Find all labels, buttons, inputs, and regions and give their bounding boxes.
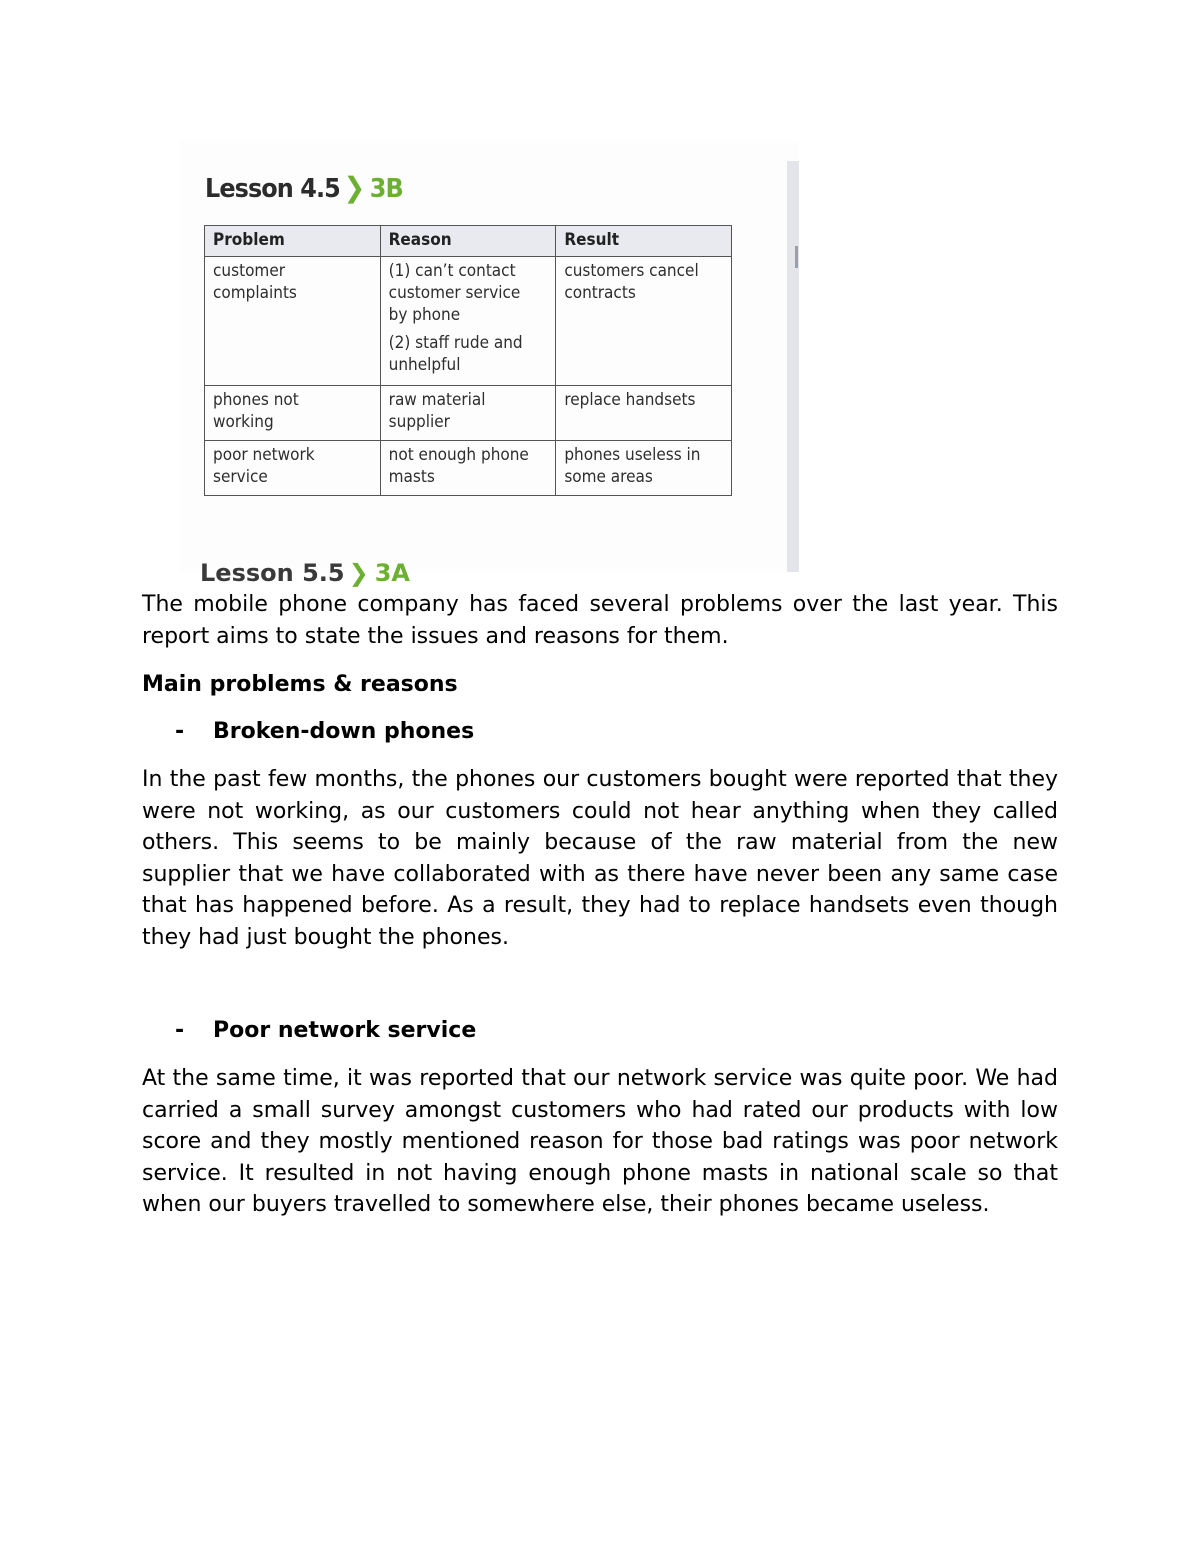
cell-line: (2) staff rude and (388, 333, 523, 353)
table-row (205, 386, 732, 441)
column-header-reason: Reason (380, 226, 556, 257)
scan-page-edge (787, 161, 799, 572)
reason-cell (380, 257, 556, 386)
lesson-scan-image (180, 141, 799, 587)
cell-line: some areas (564, 467, 653, 487)
reason-cell (380, 386, 556, 441)
cell-line: phones useless in (564, 445, 701, 465)
next-lesson-heading-cropped (200, 559, 410, 587)
table-header-row (205, 226, 732, 257)
cell-line: masts (388, 467, 435, 487)
bullet-title: Broken-down phones (213, 719, 475, 744)
cell-line: working (213, 412, 274, 432)
result-cell (556, 441, 732, 496)
cell-line: supplier (388, 412, 450, 432)
column-header-result: Result (556, 226, 732, 257)
column-header-problem: Problem (205, 226, 381, 257)
cell-line: not enough phone (388, 445, 529, 465)
intro-paragraph: The mobile phone company has faced several problems over the last year. This report aims to state the issues and reasons for them. (142, 592, 1058, 649)
cell-line: customer service (388, 283, 521, 303)
problem-cell (205, 441, 381, 496)
bullet-dash: - (175, 719, 185, 744)
cell-line: by phone (388, 305, 461, 325)
problem-cell (205, 257, 381, 386)
result-cell (556, 386, 732, 441)
cell-line: replace handsets (564, 390, 696, 410)
problem-cell (205, 386, 381, 441)
scan-edge-mark (795, 246, 798, 268)
table-row (205, 257, 732, 386)
next-lesson-ref: 3A (374, 559, 410, 587)
network-service-paragraph: At the same time, it was reported that our network service was quite poor. We had carried a small survey amongst customers who had rated our products with low score and they mostly mentioned reason for those bad ratings was poor network service. It resulted in not having enough phone masts in national scale so that when our buyers travelled to somewhere else, their phones became useless. (142, 1066, 1058, 1217)
cell-line: poor network (213, 445, 315, 465)
bullet-title: Poor network service (213, 1018, 477, 1043)
broken-phones-paragraph: In the past few months, the phones our customers bought were reported that they were not working, as our customers could not hear anything when they called others. This seems to be mainly because of the raw material from the new supplier that we have collaborated with as there have never been any same case that has happened before. As a result, they had to replace handsets even though they had just bought the phones. (142, 767, 1058, 950)
lesson-number: Lesson 4.5 (205, 174, 340, 204)
cell-line: customer (213, 261, 286, 281)
reason-cell (380, 441, 556, 496)
next-lesson-number: Lesson 5.5 (200, 559, 345, 587)
result-cell (556, 257, 732, 386)
chevron-right-icon: ❯ (348, 559, 369, 587)
problem-reason-result-table (204, 225, 732, 496)
cell-line: raw material (388, 390, 486, 410)
cell-line: service (213, 467, 268, 487)
cell-line: phones not (213, 390, 299, 410)
lesson-heading (205, 171, 403, 204)
bullet-heading-broken-phones (175, 716, 474, 747)
cell-line: unhelpful (388, 355, 461, 375)
lesson-exercise-ref: 3B (369, 174, 403, 204)
table-row (205, 441, 732, 496)
section-heading: Main problems & reasons (142, 672, 458, 697)
cell-line: complaints (213, 283, 297, 303)
cell-line: contracts (564, 283, 636, 303)
cell-line: (1) can’t contact (388, 261, 516, 281)
cell-line: customers cancel (564, 261, 699, 281)
bullet-heading-network-service (175, 1015, 476, 1046)
bullet-dash: - (175, 1018, 185, 1043)
chevron-right-icon: ❯ (343, 171, 365, 204)
